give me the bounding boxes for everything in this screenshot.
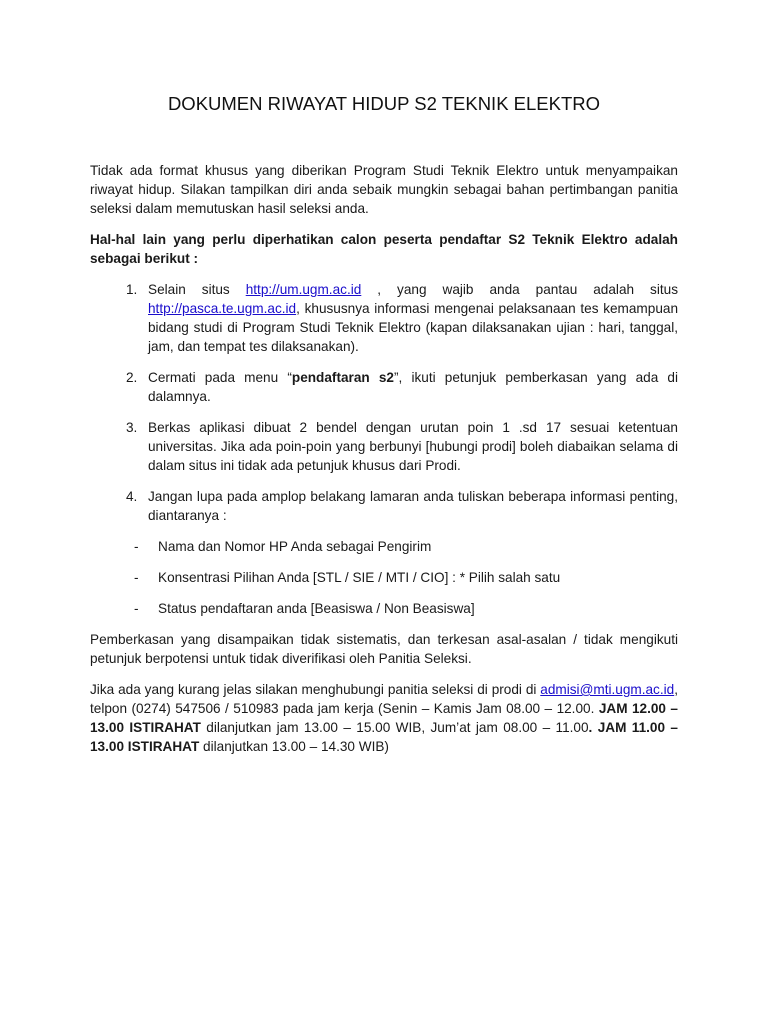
list-number: 3. [126,420,138,435]
item-text: ”, ikuti petunjuk pemberkasan yang ada di dalamnya. [148,370,679,404]
item-text: Berkas aplikasi dibuat 2 bendel dengan urutan poin 1 .sd 17 sesuai ketentuan universitas. Jika ada poin-poin yang berbunyi [hubungi prodi] boleh diabaikan selama di dalam situs ini tidak ada petunjuk khusus dari Prodi. [148,420,678,473]
contact-bold-text: JAM 12.00 – 13.00 ISTIRAHAT [90,701,678,735]
dash-list-item [90,568,678,587]
document-title: DOKUMEN RIWAYAT HIDUP S2 TEKNIK ELEKTRO [167,93,601,114]
contact-text: dilanjutkan 13.00 – 14.30 WIB) [199,739,389,754]
dash-marker: - [134,601,139,616]
list-item [90,487,678,525]
dash-item-text: Konsentrasi Pilihan Anda [STL / SIE / MTI / CIO] : * Pilih salah satu [158,570,561,585]
item-text: Selain situs [148,282,246,297]
contact-text: dilanjutkan jam 13.00 – 15.00 WIB, Jum’at jam 08.00 – 11.00 [200,720,589,735]
item-text: Cermati pada menu “ [148,370,292,385]
list-item [90,280,678,356]
admisi-email-link[interactable]: admisi@mti.ugm.ac.id [540,682,675,697]
contact-text: , telpon (0274) 547506 / 510983 pada jam kerja (Senin – Kamis Jam 08.00 – 12.00. [90,682,678,716]
closing-paragraph: Pemberkasan yang disampaikan tidak sistematis, dan terkesan asal-asalan / tidak mengikuti petunjuk berpotensi untuk tidak diverifikasi oleh Panitia Seleksi. [90,632,678,666]
um-ugm-link[interactable]: http://um.ugm.ac.id [245,282,362,297]
item-text: Jangan lupa pada amplop belakang lamaran anda tuliskan beberapa informasi penting, diantaranya : [148,489,678,523]
dash-item-text: Nama dan Nomor HP Anda sebagai Pengirim [158,539,432,554]
item-bold-text: pendaftaran s2 [291,370,394,385]
contact-paragraph [90,680,678,756]
dash-marker: - [134,570,139,585]
intro-paragraph: Tidak ada format khusus yang diberikan Program Studi Teknik Elektro untuk menyampaikan riwayat hidup. Silakan tampilkan diri anda sebaik mungkin sebagai bahan pertimbangan panitia seleksi dalam memutuskan hasil seleksi anda. [90,163,678,216]
contact-bold-text: . JAM 11.00 – 13.00 ISTIRAHAT [90,720,678,754]
dash-list [90,537,678,618]
contact-text: Jika ada yang kurang jelas silakan menghubungi panitia seleksi di prodi di [90,682,541,697]
item-text: , khususnya informasi mengenai pelaksanaan tes kemampuan bidang studi di Program Studi Teknik Elektro (kapan dilaksanakan ujian : hari, tanggal, jam, dan tempat tes dilaksanakan). [148,301,678,354]
dash-list-item [90,599,678,618]
dash-marker: - [134,539,139,554]
notice-paragraph: Hal-hal lain yang perlu diperhatikan calon peserta pendaftar S2 Teknik Elektro adalah sebagai berikut : [90,232,678,266]
list-item [90,368,678,406]
list-number: 1. [126,282,138,297]
numbered-list [90,280,678,525]
item-text: , yang wajib anda pantau adalah situs [361,282,678,297]
list-number: 2. [126,370,138,385]
dash-item-text: Status pendaftaran anda [Beasiswa / Non Beasiswa] [158,601,475,616]
list-number: 4. [126,489,138,504]
pasca-te-ugm-link[interactable]: http://pasca.te.ugm.ac.id [148,301,297,316]
dash-list-item [90,537,678,556]
document-content [90,92,678,756]
list-item [90,418,678,475]
